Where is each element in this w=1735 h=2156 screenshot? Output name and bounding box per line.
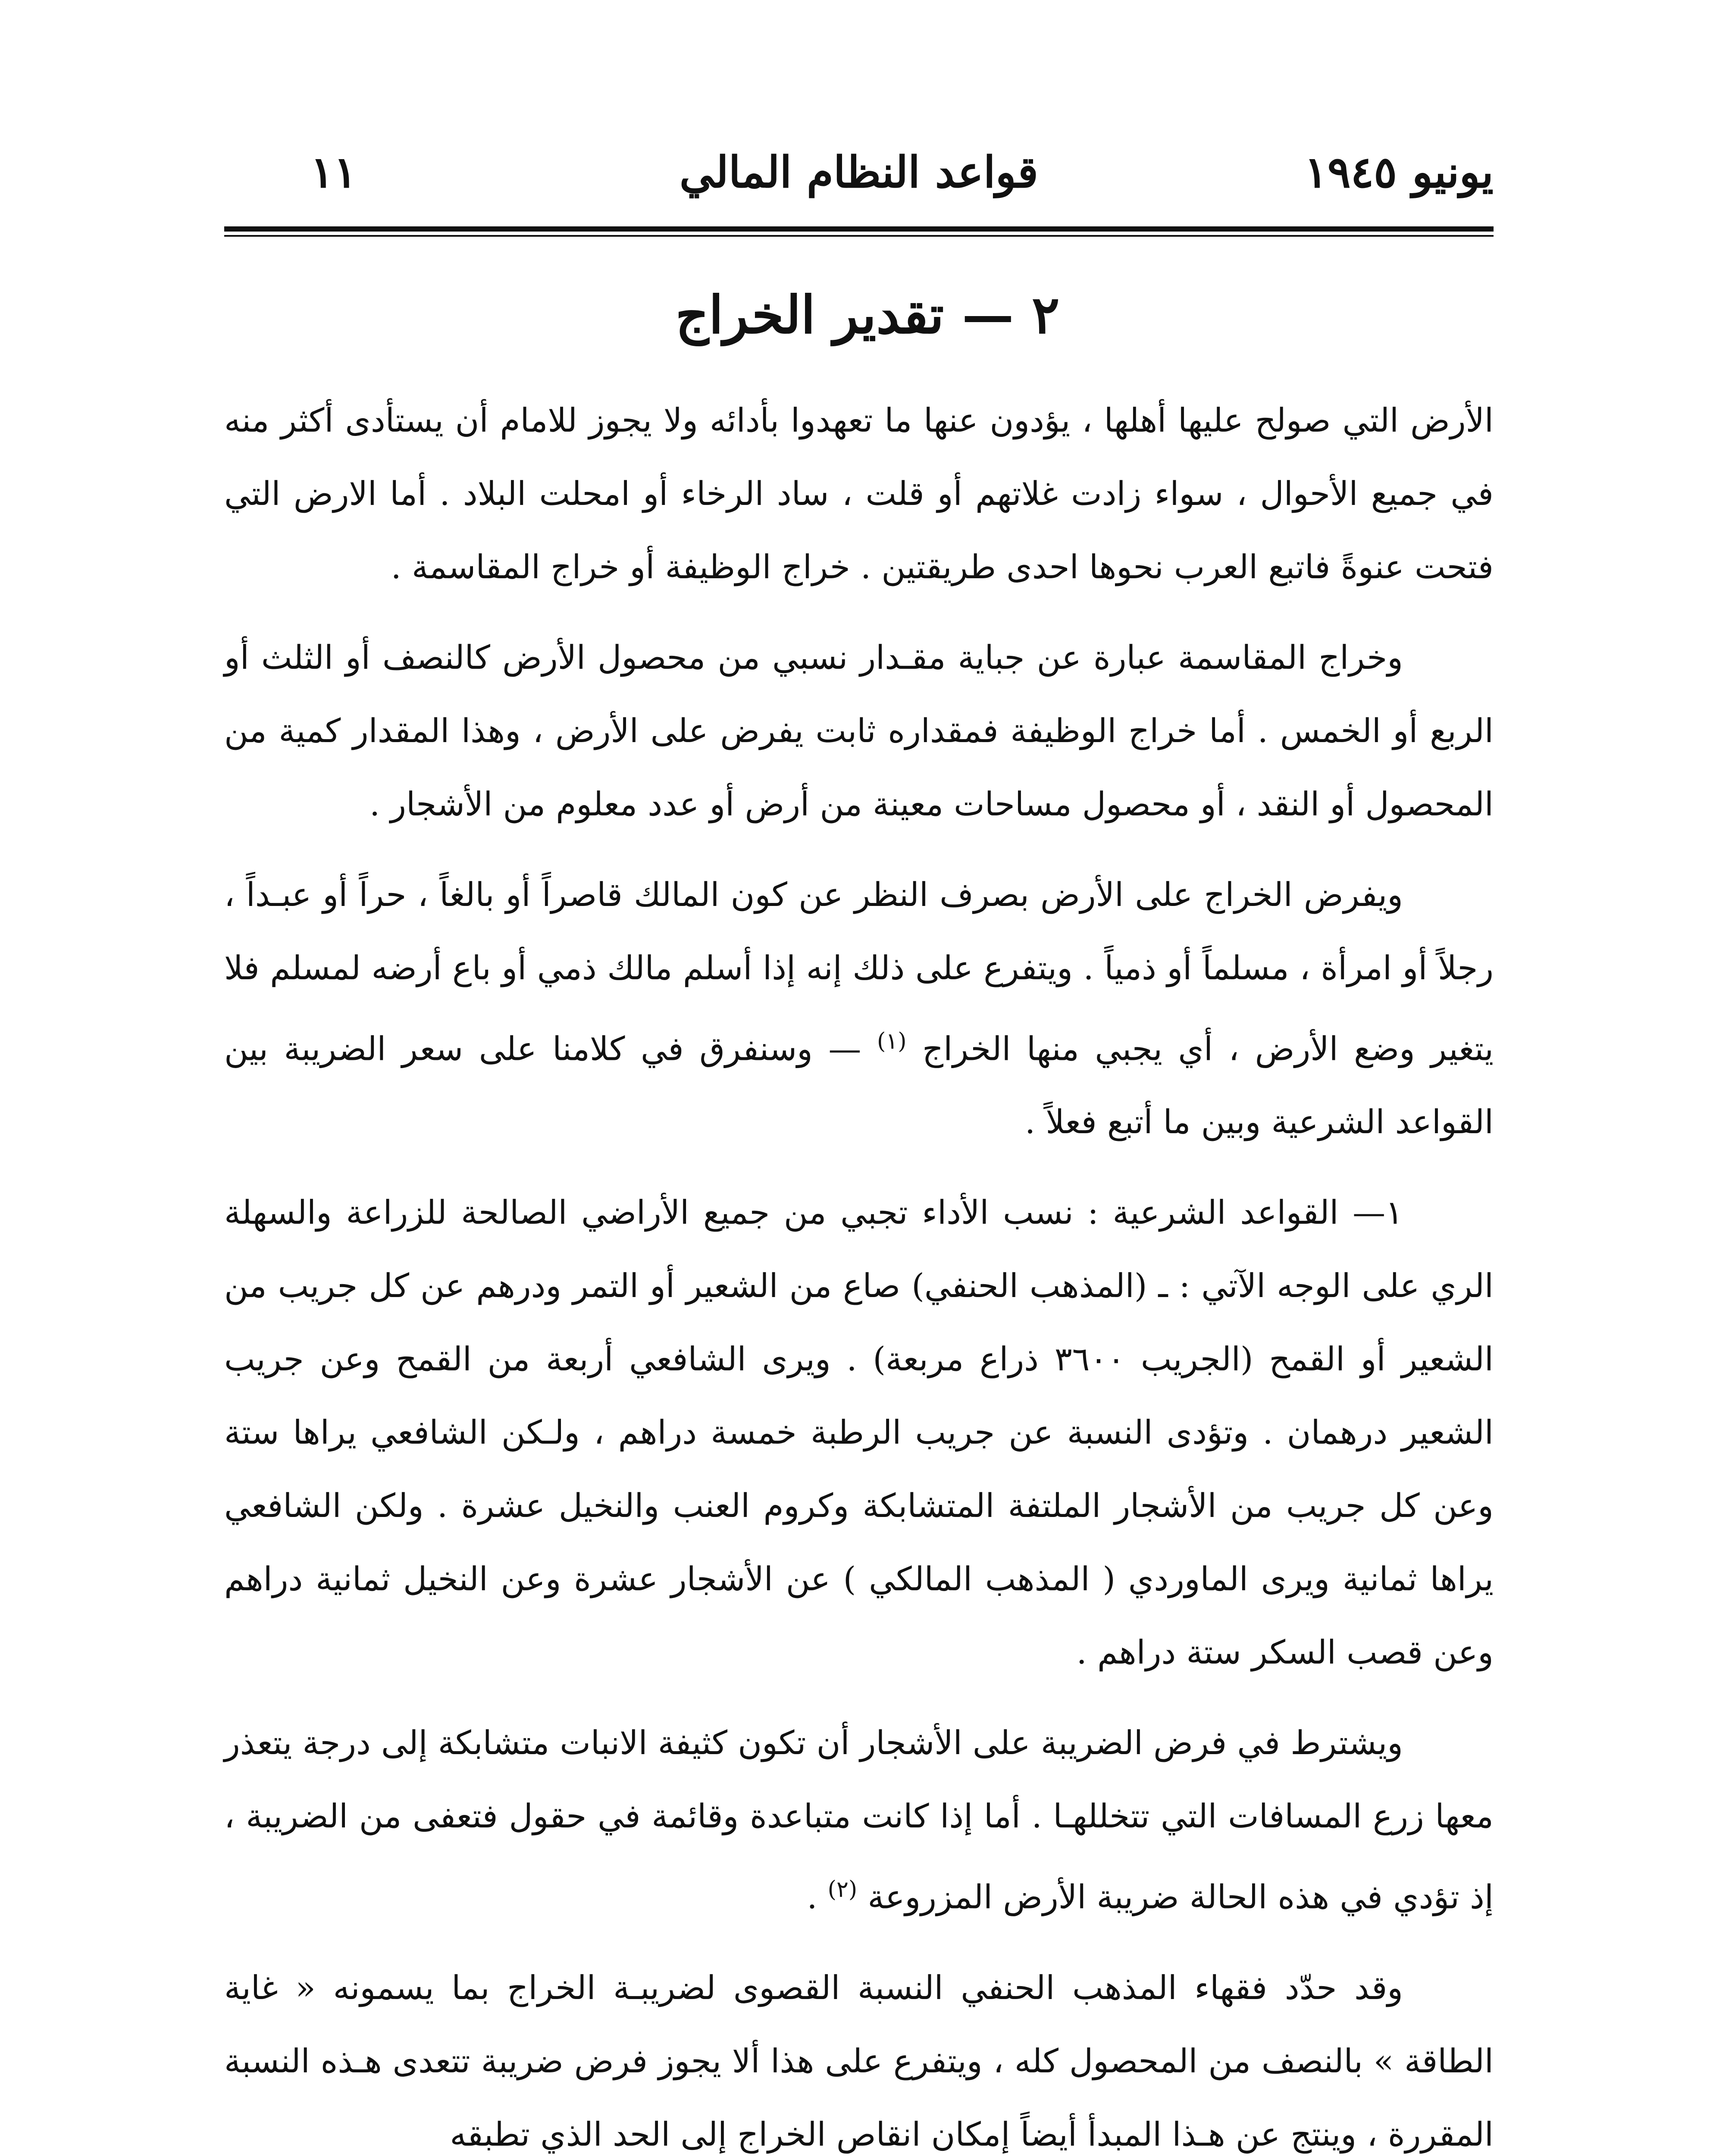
footnote-marker-2: (٢) xyxy=(827,1877,858,1903)
paragraph-3-text: ويفرض الخراج على الأرض بصرف النظر عن كون المالك قاصراً أو بالغاً ، حراً أو عبـداً ، رجلاً أو امرأة ، مسلماً أو ذمياً . ويتفرع على ذلك إنه إذا أسلم مالك ذمي أو باع أرضه لمسلم فلا يتغير وضع الأرض ، أي يجبي منها الخراج xyxy=(224,875,1494,1068)
section-title: ٢ — تقدير الخراج xyxy=(675,285,1060,345)
paragraph-4: ١— القواعد الشرعية : نسب الأداء تجبي من جميع الأراضي الصالحة للزراعة والسهلة الري على الوجه الآتي : ـ (المذهب الحنفي) صاع من الشعير أو التمر ودرهم عن كل جريب من الشعير أو القمح (الجريب ٣٦٠٠ ذراع مربعة) . ويرى الشافعي أربعة من القمح وعن جريب الشعير درهمان . وتؤدى النسبة عن جريب الرطبة خمسة دراهم ، ولـكن الشافعي يراها ستة وعن كل جريب من الأشجار الملتفة المتشابكة وكروم العنب والنخيل عشرة . ولكن الشافعي يراها ثمانية ويرى الماوردي ( المذهب المالكي ) عن الأشجار عشرة وعن النخيل ثمانية دراهم وعن قصب السكر ستة دراهم . xyxy=(224,1193,1494,1672)
paragraph-6: وقد حدّد فقهاء المذهب الحنفي النسبة القصوى لضريبـة الخراج بما يسمونه « غاية الطاقة » بالنصف من المحصول كله ، ويتفرع على هذا ألا يجوز فرض ضريبة تتعدى هـذه النسبة المقررة ، وينتج عن هـذا المبدأ أيضاً إمكان انقاص الخراج إلى الحد الذي تطبقه xyxy=(224,1968,1494,2153)
paragraph-5 xyxy=(224,1706,1494,1934)
page-number: ١١ xyxy=(310,147,357,197)
paragraph-5-text: ويشترط في فرض الضريبة على الأشجار أن تكون كثيفة الانبات متشابكة إلى درجة يتعذر معها زرع المسافات التي تتخللهـا . أما إذا كانت متباعدة وقائمة في حقول فتعفى من الضريبة ، إذ تؤدي في هذه الحالة ضريبة الأرض المزروعة xyxy=(224,1724,1494,1916)
paragraph-2: وخراج المقاسمة عبارة عن جباية مقـدار نسبي من محصول الأرض كالنصف أو الثلث أو الربع أو الخمس . أما خراج الوظيفة فمقداره ثابت يفرض على الأرض ، وهذا المقدار كمية من المحصول أو النقد ، أو محصول مساحات معينة من أرض أو عدد معلوم من الأشجار . xyxy=(224,638,1494,823)
paragraph-1: الأرض التي صولح عليها أهلها ، يؤدون عنها ما تعهدوا بأدائه ولا يجوز للامام أن يستأدى أكثر منه في جميع الأحوال ، سواء زادت غلاتهم أو قلت ، ساد الرخاء أو امحلت البلاد . أما الارض التي فتحت عنوةً فاتبع العرب نحوها احدى طريقتين . خراج الوظيفة أو خراج المقاسمة . xyxy=(224,401,1494,586)
footnote-marker-1: (١) xyxy=(877,1028,907,1054)
body-text xyxy=(224,384,1494,2156)
running-header xyxy=(224,129,1494,216)
paragraph-5-end: . xyxy=(807,1877,828,1916)
header-rule xyxy=(224,226,1494,237)
paragraph-3-continuation: — وسنفرق في كلامنا على سعر الضريبة بين القواعد الشرعية وبين ما أتبع فعلاً . xyxy=(224,1029,1494,1141)
header-running-title: قواعد النظام المالي xyxy=(679,147,1039,197)
header-date: يونيو ١٩٤٥ xyxy=(1304,147,1494,197)
paragraph-3 xyxy=(224,858,1494,1159)
